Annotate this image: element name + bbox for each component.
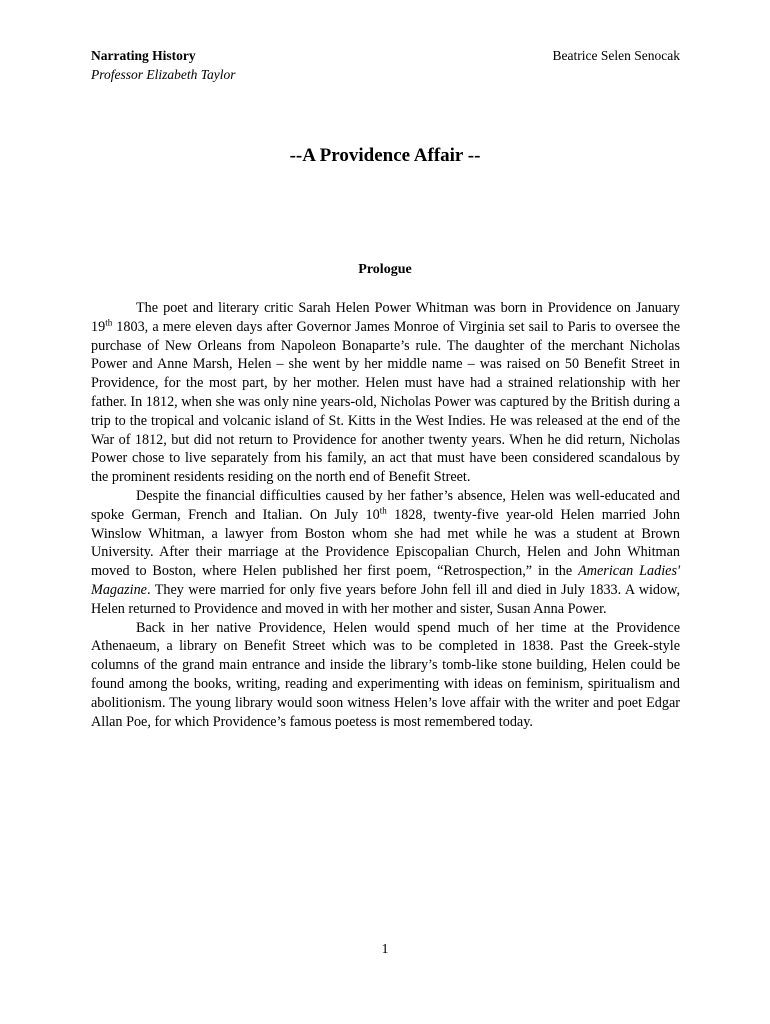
paragraph-text: 1828, twenty-five year-old Helen married John Winslow Whitman, a lawyer from Boston whom she had met while he was a student at Brown University. After their marriage at the Providence Episcopalian Church, Helen and John Whitman moved to Boston, where Helen published her first poem, “Retrospection,” in the — [91, 506, 680, 580]
professor-name: Professor Elizabeth Taylor — [91, 67, 236, 82]
paragraph — [91, 487, 680, 619]
italic-publication-title: American Ladies' Magazine — [91, 563, 681, 598]
paragraph-text: . They were married for only five years before John fell ill and died in July 1833. A widow, Helen returned to Providence and moved in with her mother and sister, Susan Anna Power. — [91, 581, 680, 617]
paragraph — [91, 619, 680, 732]
paragraph-text: 1803, a mere eleven days after Governor James Monroe of Virginia set sail to Paris to oversee the purchase of New Orleans from Napoleon Bonaparte’s rule. The daughter of the merchant Nicholas Power and Anne Marsh, Helen – she went by her middle name – was raised on 50 Benefit Street in Providence, for the most part, by her mother. Helen must have had a strained relationship with her father. In 1812, when she was only nine years-old, Nicholas Power was captured by the British during a trip to the tropical and volcanic island of St. Kitts in the West Indies. He was released at the end of the War of 1812, but did not return to Providence for another twenty years. When he did return, Nicholas Power chose to live separately from his family, an act that must have been considered scandalous by the prominent residents residing on the north end of Benefit Street. — [91, 318, 680, 486]
ordinal-suffix: th — [379, 505, 387, 516]
page-number: 1 — [381, 942, 389, 957]
course-title: Narrating History — [91, 48, 196, 63]
paragraph-text: Back in her native Providence, Helen would spend much of her time at the Providence Athenaeum, a library on Benefit Street which was to be completed in 1838. Past the Greek-style columns of the grand main entrance and inside the library’s tomb-like stone building, Helen could be found among the books, writing, reading and experimenting with ideas on feminism, spiritualism and abolitionism. The young library would soon witness Helen’s love affair with the writer and poet Edgar Allan Poe, for which Providence’s famous poetess is most remembered today. — [91, 619, 680, 730]
section-heading: Prologue — [358, 262, 412, 277]
paragraph — [91, 299, 680, 487]
author-name: Beatrice Selen Senocak — [552, 48, 680, 63]
paragraph-text: The poet and literary critic Sarah Helen Power Whitman was born in Providence on January 19 — [91, 300, 680, 335]
header-left — [91, 46, 236, 84]
body-text — [91, 299, 680, 731]
document-title: --A Providence Affair -- — [289, 145, 481, 166]
paragraph-text: Despite the financial difficulties caused by her father’s absence, Helen was well-educated and spoke German, French and Italian. On July 10 — [91, 487, 680, 523]
ordinal-suffix: th — [105, 317, 113, 328]
